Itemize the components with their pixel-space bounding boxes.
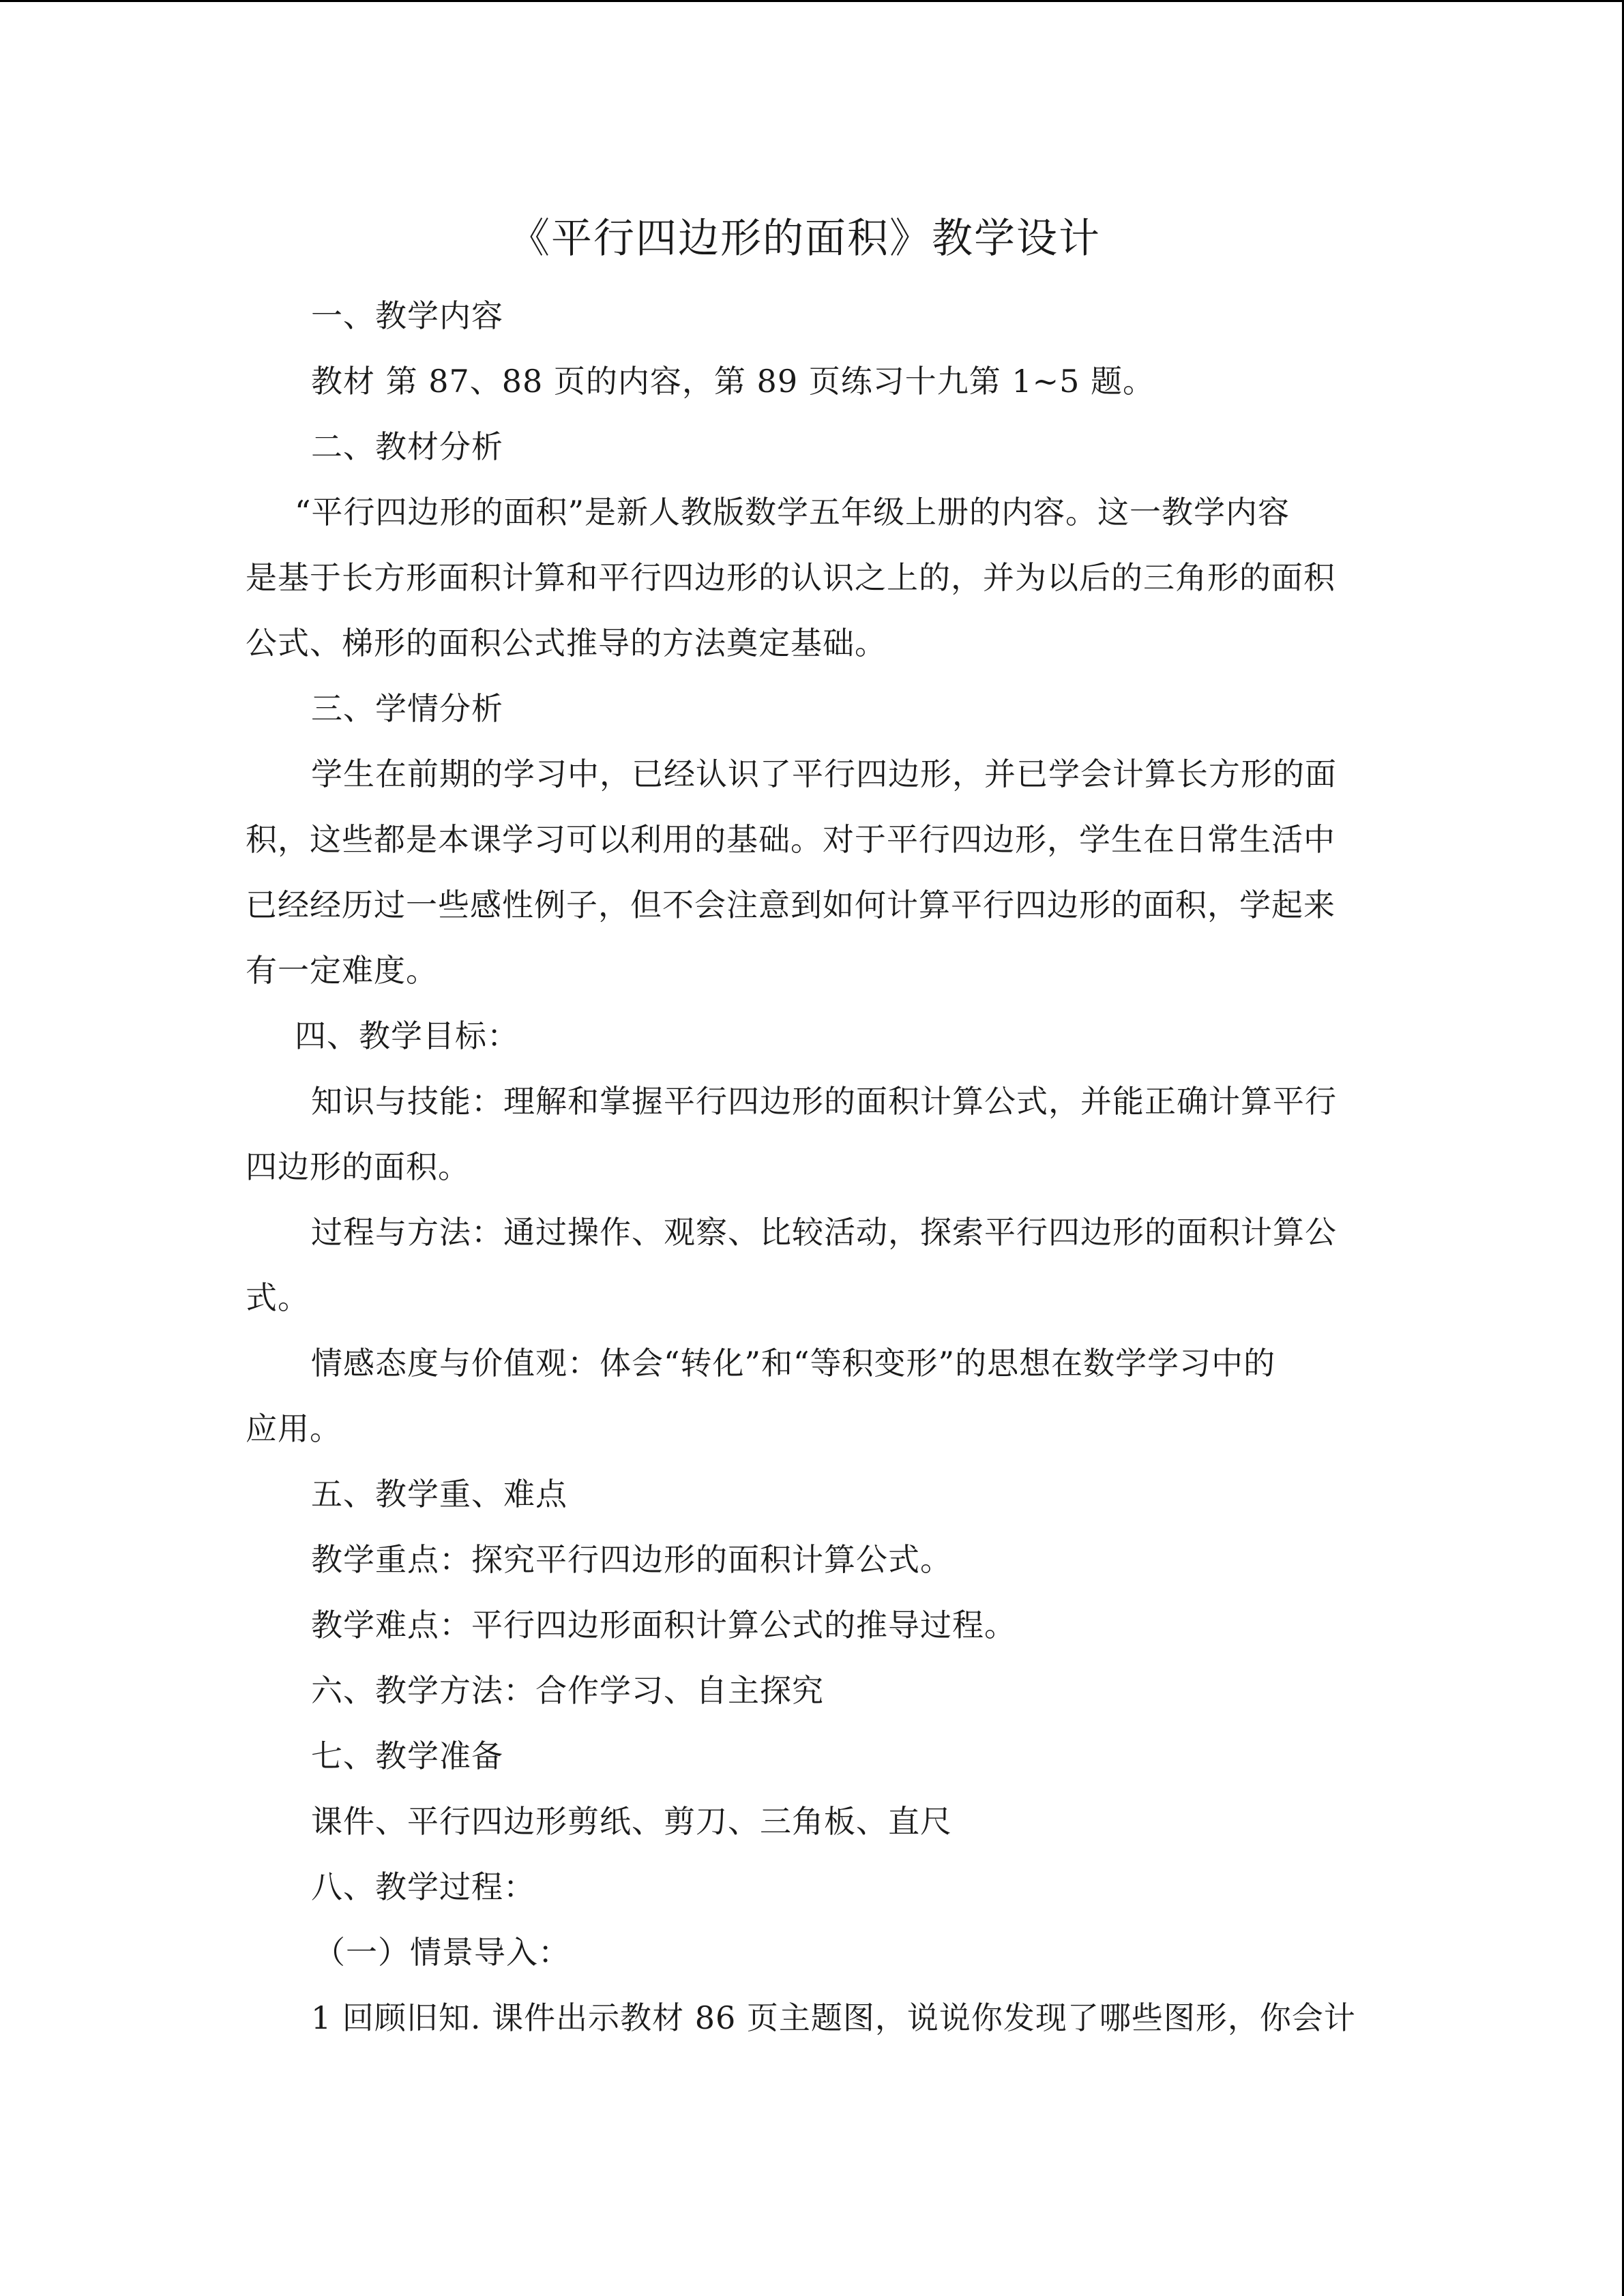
paragraph-line: 教学重点：探究平行四边形的面积计算公式。	[311, 1541, 952, 1578]
subsection-heading: （一）情景导入：	[314, 1934, 570, 1971]
paragraph-line: “平行四边形的面积”是新人教版数学五年级上册的内容。这一教学内容	[295, 494, 1290, 531]
section-heading-analysis: 二、教材分析	[311, 428, 503, 465]
section-heading-student-analysis: 三、学情分析	[311, 690, 503, 727]
section-heading-key-points: 五、教学重、难点	[311, 1476, 567, 1512]
section-heading-preparation: 七、教学准备	[311, 1738, 503, 1774]
paragraph-line: 学生在前期的学习中，已经认识了平行四边形，并已学会计算长方形的面	[311, 756, 1337, 792]
paragraph-line: 积，这些都是本课学习可以利用的基础。对于平行四边形，学生在日常生活中	[246, 821, 1335, 858]
section-heading-content: 一、教学内容	[311, 297, 503, 334]
section-heading-objectives: 四、教学目标：	[295, 1017, 519, 1054]
document-body	[246, 205, 1364, 2051]
paragraph-line: 式。	[246, 1279, 310, 1316]
paragraph-line: 1 回顾旧知. 课件出示教材 86 页主题图，说说你发现了哪些图形，你会计	[311, 1999, 1356, 2036]
section-heading-methods: 六、教学方法：合作学习、自主探究	[311, 1672, 824, 1709]
paragraph-line: 是基于长方形面积计算和平行四边形的认识之上的，并为以后的三角形的面积	[246, 559, 1335, 596]
paragraph-line: 教学难点：平行四边形面积计算公式的推导过程。	[311, 1607, 1016, 1643]
paragraph-line: 情感态度与价值观：体会“转化”和“等积变形”的思想在数学学习中的	[311, 1345, 1276, 1382]
document-title: 《平行四边形的面积》教学设计	[509, 215, 1101, 263]
section-heading-process: 八、教学过程：	[311, 1868, 535, 1905]
paragraph-line: 公式、梯形的面积公式推导的方法奠定基础。	[246, 625, 887, 661]
paragraph-line: 知识与技能：理解和掌握平行四边形的面积计算公式，并能正确计算平行	[311, 1083, 1337, 1120]
paragraph-line: 课件、平行四边形剪纸、剪刀、三角板、直尺	[311, 1803, 952, 1840]
paragraph-line: 四边形的面积。	[246, 1148, 470, 1185]
top-border-line	[0, 0, 1624, 2]
paragraph-line: 过程与方法：通过操作、观察、比较活动，探索平行四边形的面积计算公	[311, 1214, 1337, 1251]
paragraph-line: 应用。	[246, 1410, 342, 1447]
paragraph-line: 教材 第 87、88 页的内容，第 89 页练习十九第 1~5 题。	[311, 363, 1155, 400]
paragraph-line: 已经经历过一些感性例子，但不会注意到如何计算平行四边形的面积，学起来	[246, 886, 1335, 923]
paragraph-line: 有一定难度。	[246, 952, 438, 989]
